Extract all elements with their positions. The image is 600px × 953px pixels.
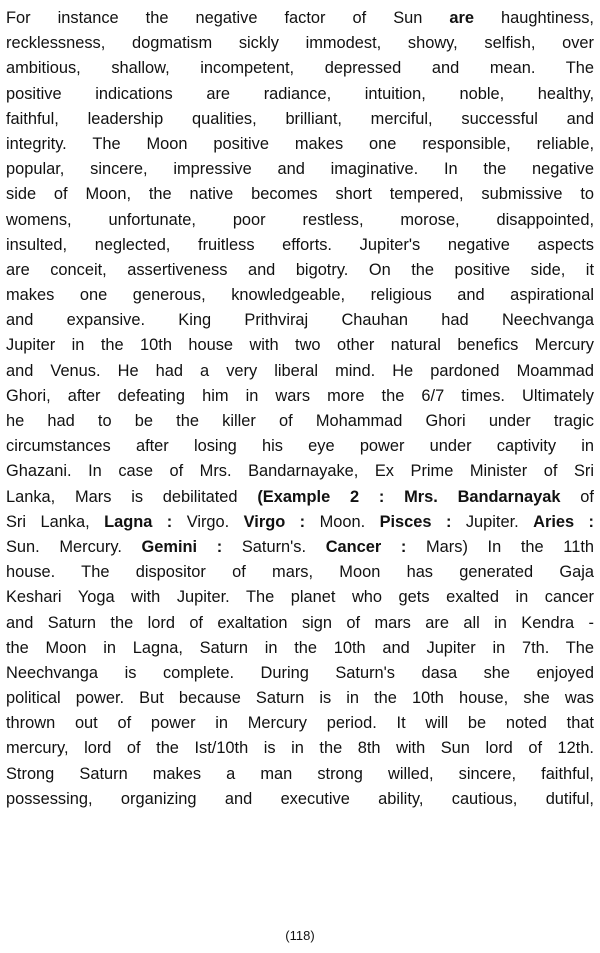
text-line — [6, 459, 594, 484]
text-segment: insulted, neglected, fruitless efforts. Jupiter's negative aspects — [6, 235, 594, 254]
text-segment: circumstances after losing his eye power under captivity in — [6, 437, 594, 456]
text-segment: political power. But because Saturn is in the 10th house, she was — [6, 689, 594, 708]
text-segment: haughtiness, — [474, 9, 594, 27]
text-segment: he had to be the killer of Mohammad Ghori under tragic — [6, 412, 594, 430]
text-line — [6, 762, 594, 787]
text-line — [6, 661, 594, 686]
text-line — [6, 82, 594, 107]
bold-text-segment: Aries : — [533, 512, 594, 531]
text-segment: womens, unfortunate, poor restless, morose, disappointed, — [6, 210, 594, 229]
text-line — [6, 636, 594, 661]
text-segment: Virgo. — [172, 512, 244, 531]
text-line — [6, 233, 594, 258]
body-text — [6, 6, 594, 812]
text-line — [6, 560, 594, 585]
text-line — [6, 535, 594, 560]
text-segment: Sri Lanka, — [6, 512, 105, 531]
document-page — [6, 0, 594, 953]
text-segment: positive indications are radiance, intuition, noble, healthy, — [6, 84, 594, 103]
page-number: (118) — [285, 928, 315, 943]
text-line — [6, 510, 594, 535]
text-line — [6, 711, 594, 736]
text-line — [6, 359, 594, 384]
text-line — [6, 308, 594, 333]
text-segment: side of Moon, the native becomes short tempered, submissive to — [6, 185, 594, 204]
text-line — [6, 384, 594, 409]
bold-text-segment: Pisces : — [379, 512, 452, 531]
text-segment: mercury, lord of the Ist/10th is in the 8th with Sun lord of 12th. — [6, 739, 594, 758]
text-segment: popular, sincere, impressive and imaginative. In the negative — [6, 160, 594, 179]
text-segment: recklessness, dogmatism sickly immodest, showy, selfish, over — [6, 34, 594, 53]
text-segment: integrity. The Moon positive makes one responsible, reliable, — [6, 134, 594, 153]
text-line — [6, 409, 594, 434]
text-line — [6, 157, 594, 182]
text-segment: and expansive. King Prithviraj Chauhan had Neechvanga — [6, 311, 594, 330]
text-segment: the Moon in Lagna, Saturn in the 10th and Jupiter in 7th. The — [6, 638, 594, 657]
text-segment: Ghazani. In case of Mrs. Bandarnayake, Ex Prime Minister of Sri — [6, 462, 594, 481]
text-segment: Mars) In the 11th — [406, 537, 594, 556]
text-segment: and Venus. He had a very liberal mind. He pardoned Moammad — [6, 361, 594, 380]
bold-text-segment: Cancer : — [325, 537, 407, 556]
text-line — [6, 6, 594, 31]
text-line — [6, 485, 594, 510]
bold-text-segment: are — [449, 9, 475, 27]
text-segment: Keshari Yoga with Jupiter. The planet who gets exalted in cancer — [6, 588, 594, 607]
bold-text-segment: Virgo : — [243, 512, 306, 531]
text-line — [6, 333, 594, 358]
text-segment: Moon. — [305, 512, 380, 531]
text-segment: makes one generous, knowledgeable, religious and aspirational — [6, 286, 594, 305]
text-segment: Neechvanga is complete. During Saturn's dasa she enjoyed — [6, 663, 594, 682]
text-line — [6, 182, 594, 207]
text-segment: ambitious, shallow, incompetent, depressed and mean. The — [6, 59, 594, 78]
text-segment: faithful, leadership qualities, brilliant, merciful, successful and — [6, 109, 594, 128]
text-line — [6, 686, 594, 711]
text-segment: of — [560, 487, 594, 506]
bold-text-segment: Gemini : — [141, 537, 223, 556]
text-segment: For instance the negative factor of Sun — [6, 9, 450, 27]
text-segment: Jupiter. — [451, 512, 534, 531]
text-segment: Sun. Mercury. — [6, 537, 142, 556]
text-segment: Strong Saturn makes a man strong willed, sincere, faithful, — [6, 764, 594, 783]
text-line — [6, 585, 594, 610]
text-segment: are conceit, assertiveness and bigotry. On the positive side, it — [6, 260, 594, 279]
text-line — [6, 434, 594, 459]
text-line — [6, 258, 594, 283]
bold-text-segment: Lagna : — [104, 512, 173, 531]
text-line — [6, 107, 594, 132]
text-line — [6, 736, 594, 761]
text-line — [6, 283, 594, 308]
text-line — [6, 132, 594, 157]
text-segment: and Saturn the lord of exaltation sign of mars are all in Kendra - — [6, 613, 594, 632]
text-line — [6, 611, 594, 636]
text-line — [6, 56, 594, 81]
text-segment: Jupiter in the 10th house with two other natural benefics Mercury — [6, 336, 594, 355]
text-segment: Saturn's. — [222, 537, 326, 556]
text-segment: possessing, organizing and executive ability, cautious, dutiful, — [6, 789, 594, 808]
text-segment: house. The dispositor of mars, Moon has generated Gaja — [6, 563, 594, 582]
text-segment: Lanka, Mars is debilitated — [6, 487, 258, 506]
text-line — [6, 208, 594, 233]
text-segment: Ghori, after defeating him in wars more the 6/7 times. Ultimately — [6, 386, 594, 405]
text-line — [6, 787, 594, 812]
text-segment: thrown out of power in Mercury period. It will be noted that — [6, 714, 594, 733]
bold-text-segment: (Example 2 : Mrs. Bandarnayak — [257, 487, 561, 506]
text-line — [6, 31, 594, 56]
